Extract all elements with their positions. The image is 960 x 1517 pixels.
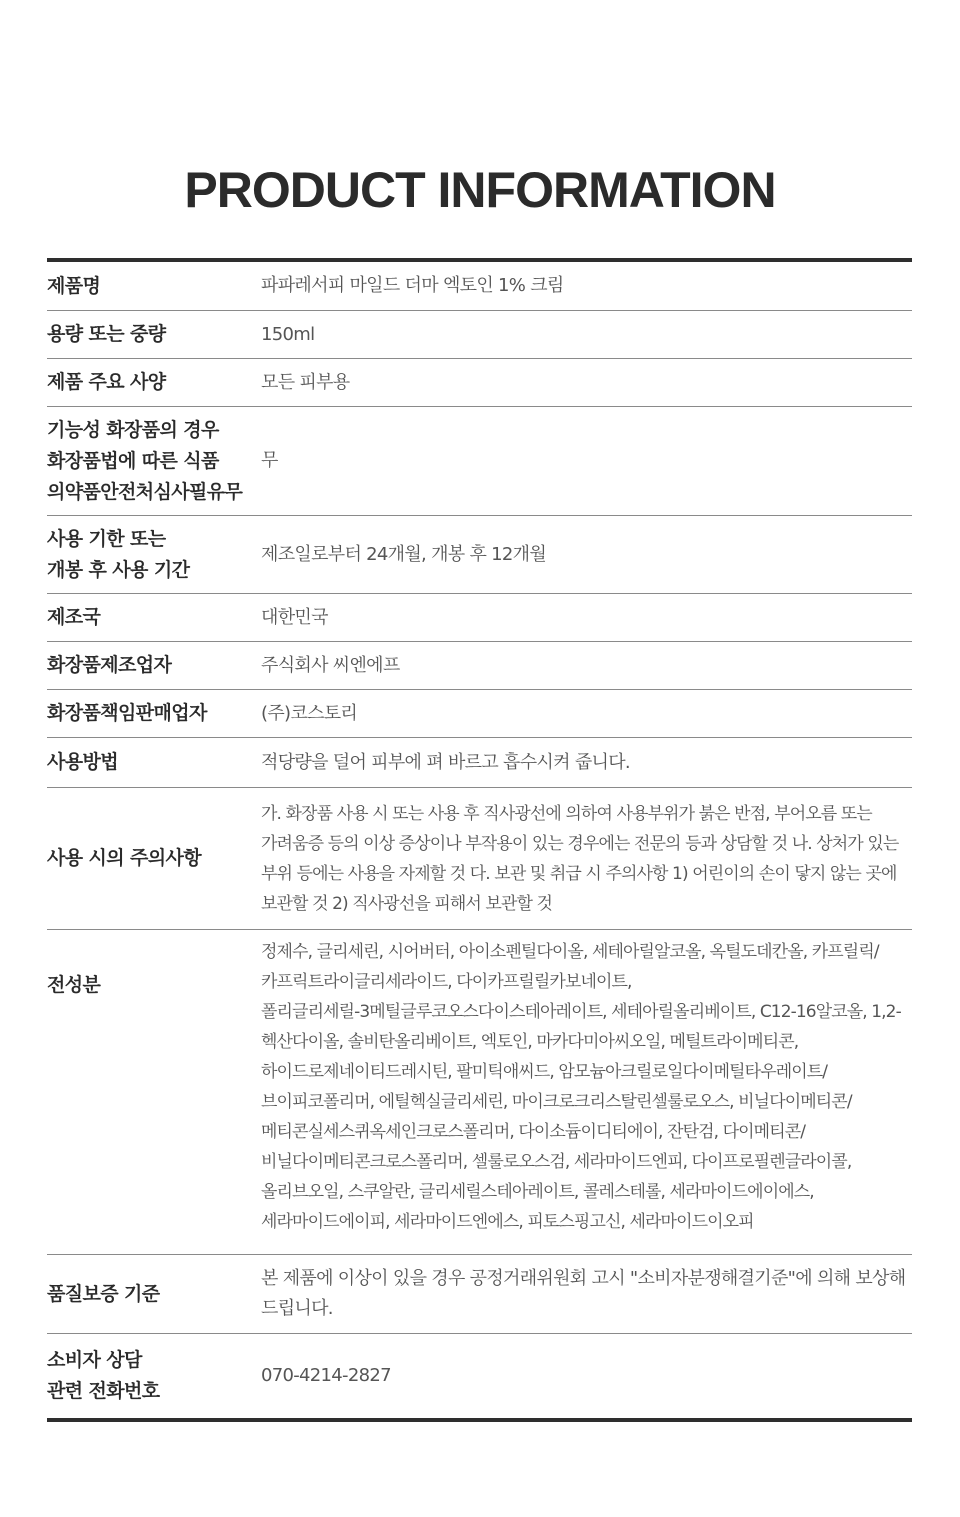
row-value: 150ml: [261, 323, 315, 345]
row-value: 무: [261, 450, 278, 471]
page-title: PRODUCT INFORMATION: [184, 162, 776, 218]
row-value: 주식회사 씨엔에프: [261, 654, 400, 676]
row-main-spec: [47, 358, 912, 406]
row-value: (주)코스토리: [261, 702, 358, 724]
row-expiry: [47, 515, 912, 593]
row-value: 제조일로부터 24개월, 개봉 후 12개월: [261, 543, 547, 565]
row-label: 전성분: [47, 974, 101, 996]
row-label: 제조국: [47, 606, 101, 628]
row-value: 070-4214-2827: [261, 1365, 391, 1386]
row-consumer-phone: [47, 1333, 912, 1418]
row-label: 용량 또는 중량: [47, 323, 166, 345]
row-label: 소비자 상담 관련 전화번호: [47, 1349, 160, 1402]
product-info-table: [47, 258, 912, 1422]
row-label: 사용 기한 또는 개봉 후 사용 기간: [47, 527, 190, 581]
row-label: 품질보증 기준: [47, 1282, 160, 1305]
row-functional-review: [47, 406, 912, 515]
row-value: 모든 피부용: [261, 371, 350, 393]
row-volume: [47, 310, 912, 358]
row-label: 사용방법: [47, 751, 119, 773]
row-label: 화장품제조업자: [47, 654, 172, 676]
row-value: 가. 화장품 사용 시 또는 사용 후 직사광선에 의하여 사용부위가 붉은 반점, 부어오름 또는 가려움증 등의 이상 증상이나 부작용이 있는 경우에는 전문의 등과 상담할 것 나. 상처가 있는 부위 등에는 사용을 자제할 것 다. 보관 및 취급 시 주의사항 1) 어린이의 손이 닿지 않는 곳에 보관할 것 2) 직사광선을 피해서 보관할 것: [261, 803, 899, 914]
row-ingredients: [47, 929, 912, 1254]
row-product-name: [47, 262, 912, 310]
row-label: 제품 주요 사양: [47, 371, 166, 393]
row-label: 사용 시의 주의사항: [47, 847, 202, 869]
row-label: 제품명: [47, 274, 101, 297]
row-value: 정제수, 글리세린, 시어버터, 아이소펜틸다이올, 세테아릴알코올, 옥틸도데칸올, 카프릴릭/카프릭트라이글리세라이드, 다이카프릴릴카보네이트, 폴리글리세릴-3메틸글루코오스다이스테아레이트, 세테아릴올리베이트, C12-16알코올, 1,2-헥산다이올, 솔비탄올리베이트, 엑토인, 마카다미아씨오일, 메틸트라이메티콘, 하이드로제네이티드레시틴, 팔미틱애씨드, 암모늄아크릴로일다이메틸타우레이트/브이피코폴리머, 에틸헥실글리세린, 마이크로크리스탈린셀룰로오스, 비닐다이메티콘/메티콘실세스퀴옥세인크로스폴리머, 다이소듐이디티에이, 잔탄검, 다이메티콘/비닐다이메티콘크로스폴리머, 셀룰로오스검, 세라마이드엔피, 다이프로필렌글라이콜, 올리브오일, 스쿠알란, 글리세릴스테아레이트, 콜레스테롤, 세라마이드에이에스, 세라마이드에이피, 세라마이드엔에스, 피토스핑고신, 세라마이드이오피: [261, 942, 901, 1232]
row-country: [47, 593, 912, 641]
row-value: 적당량을 덜어 피부에 펴 바르고 흡수시켜 줍니다.: [261, 751, 630, 773]
row-usage: [47, 737, 912, 787]
row-label: 화장품책임판매업자: [47, 702, 207, 724]
row-quality-guarantee: [47, 1254, 912, 1333]
row-value: 대한민국: [261, 606, 328, 628]
row-precautions: [47, 787, 912, 929]
row-value: 본 제품에 이상이 있을 경우 공정거래위원회 고시 "소비자분쟁해결기준"에 의해 보상해 드립니다.: [261, 1268, 906, 1319]
row-label: 기능성 화장품의 경우 화장품법에 따른 식품 의약품안전처심사필유무: [47, 418, 243, 503]
row-manufacturer: [47, 641, 912, 689]
row-distributor: [47, 689, 912, 737]
row-value: 파파레서피 마일드 더마 엑토인 1% 크림: [261, 275, 564, 296]
